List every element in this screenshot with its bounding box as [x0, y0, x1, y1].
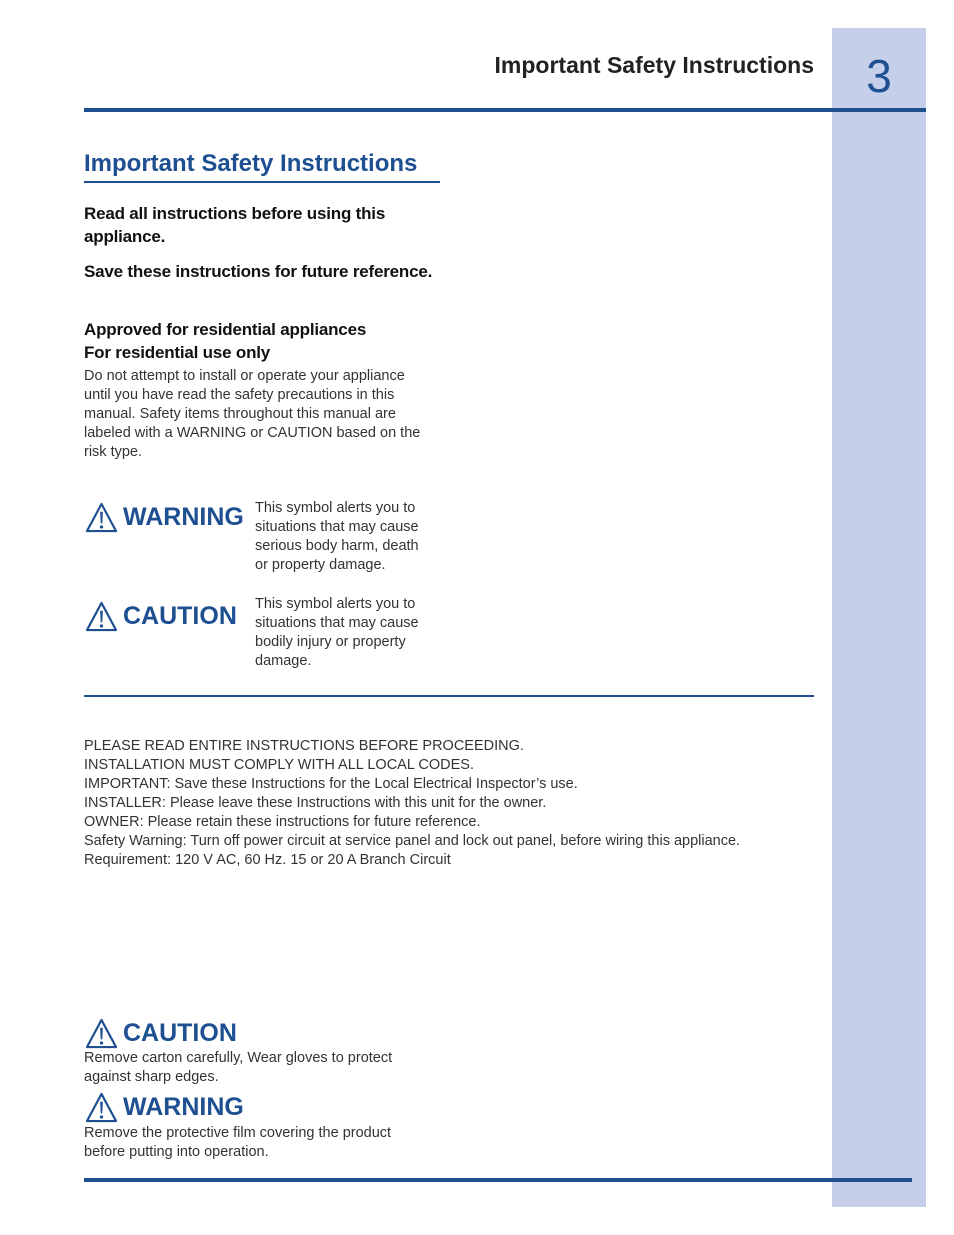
- warning-symbol-label: [85, 502, 244, 533]
- caution-symbol-label: [85, 601, 237, 632]
- notice-line: PLEASE READ ENTIRE INSTRUCTIONS BEFORE PROCEEDING.: [84, 738, 524, 754]
- approved-residential: [84, 318, 444, 364]
- notice-line: Requirement: 120 V AC, 60 Hz. 15 or 20 A Branch Circuit: [84, 852, 451, 868]
- warning-description: This symbol alerts you to situations that may cause serious body harm, death or property damage.: [255, 500, 419, 573]
- caution-description: This symbol alerts you to situations that may cause bodily injury or property damage.: [255, 596, 419, 669]
- warning-label: WARNING: [123, 503, 244, 531]
- read-all-instructions: Read all instructions before using this appliance.: [84, 204, 386, 246]
- footer-divider: [84, 1178, 912, 1182]
- notice-line: Safety Warning: Turn off power circuit at service panel and lock out panel, before wiring this appliance.: [84, 833, 741, 849]
- approved-line-1: Approved for residential appliances: [84, 320, 367, 339]
- warning-text: Remove the protective film covering the product before putting into operation.: [84, 1125, 392, 1160]
- section-title: Important Safety Instructions: [84, 150, 440, 183]
- notice-line: INSTALLATION MUST COMPLY WITH ALL LOCAL CODES.: [84, 757, 474, 773]
- warning-triangle-icon: [85, 1092, 118, 1123]
- intro-text: Do not attempt to install or operate your appliance until you have read the safety precautions in this manual. Safety items throughout this manual are labeled with a WARNING or CAUTION based on the risk type.: [84, 368, 421, 460]
- notice-line: OWNER: Please retain these instructions for future reference.: [84, 814, 481, 830]
- caution-triangle-icon: [85, 601, 118, 632]
- caution-triangle-icon: [85, 1018, 118, 1049]
- notice-line: IMPORTANT: Save these Instructions for the Local Electrical Inspector’s use.: [84, 776, 578, 792]
- warning-triangle-icon: [85, 502, 118, 533]
- caution-text: Remove carton carefully, Wear gloves to protect against sharp edges.: [84, 1050, 393, 1085]
- caution-label: CAUTION: [123, 1019, 237, 1047]
- installation-notices: [84, 737, 740, 870]
- approved-line-2: For residential use only: [84, 343, 271, 362]
- caution-label: CAUTION: [123, 602, 237, 630]
- header-title: Important Safety Instructions: [494, 52, 814, 78]
- bottom-caution-label: [85, 1018, 237, 1049]
- notice-line: INSTALLER: Please leave these Instructions with this unit for the owner.: [84, 795, 547, 811]
- bottom-warning-label: [85, 1092, 244, 1123]
- save-instructions: Save these instructions for future reference.: [84, 262, 433, 281]
- warning-label: WARNING: [123, 1093, 244, 1121]
- sidebar-tab: [832, 28, 926, 1207]
- section-divider: [84, 695, 814, 697]
- header-divider: [84, 108, 926, 112]
- page-number: 3: [866, 50, 892, 102]
